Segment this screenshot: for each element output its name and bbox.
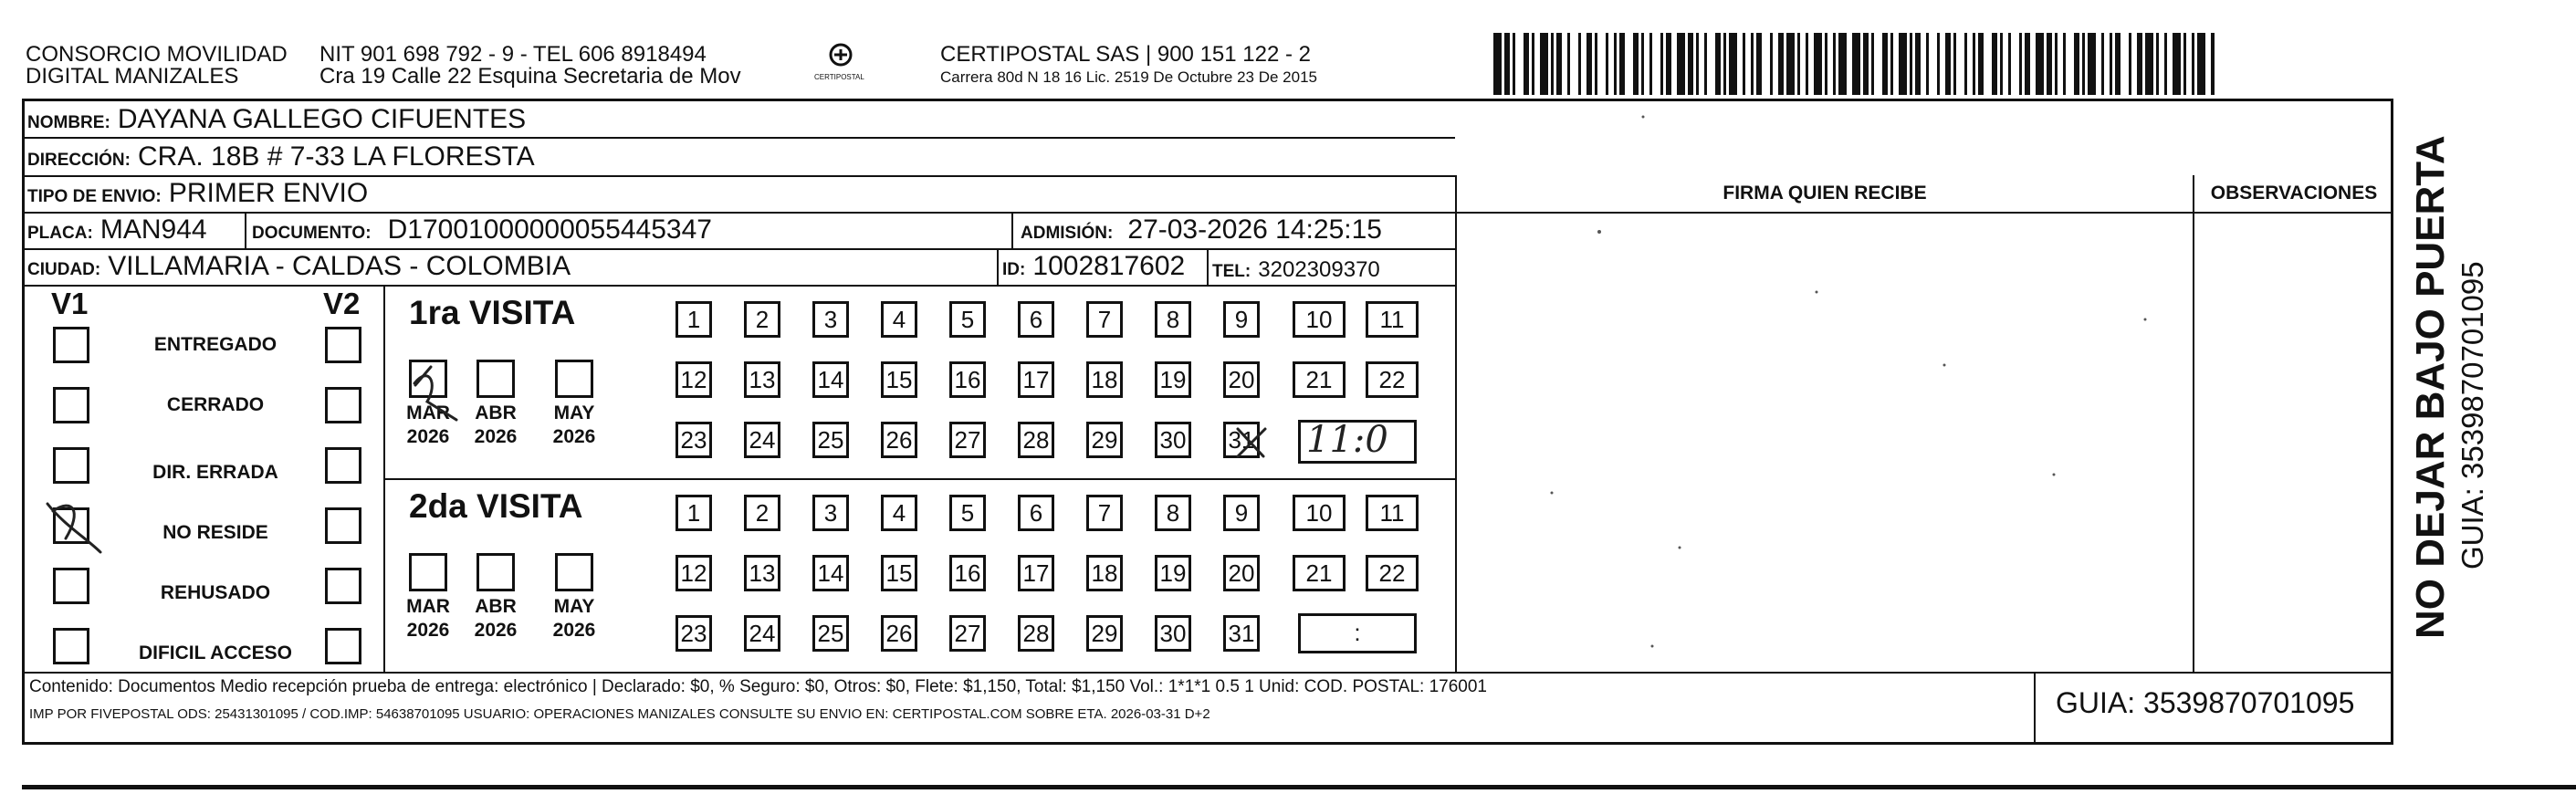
day-box[interactable]: 25	[812, 615, 849, 652]
barcode-bar	[1723, 33, 1726, 95]
tel-field	[1212, 253, 1380, 287]
month-label: ABR	[475, 596, 517, 617]
day-box[interactable]: 11	[1366, 301, 1419, 338]
nombre-label: NOMBRE:	[27, 113, 110, 132]
barcode-bar	[1614, 33, 1617, 95]
nombre-value: DAYANA GALLEGO CIFUENTES	[117, 104, 527, 134]
month-label: MAR	[406, 596, 450, 617]
day-box[interactable]: 18	[1086, 361, 1123, 398]
barcode-bar	[2145, 33, 2153, 95]
barcode-bar	[1696, 33, 1699, 95]
barcode-bar	[2164, 33, 2167, 95]
barcode-bar	[1915, 33, 1921, 95]
documento-field	[252, 214, 712, 249]
v1-checkbox[interactable]	[53, 447, 89, 484]
barcode-bar	[2197, 33, 2205, 95]
day-box[interactable]: 29	[1086, 422, 1123, 458]
barcode-bar	[2101, 33, 2104, 95]
barcode-bar	[1540, 33, 1548, 95]
barcode-bar	[1910, 33, 1912, 95]
month-year: 2026	[474, 426, 518, 447]
barcode-bar	[1586, 33, 1592, 95]
nombre-field	[27, 104, 526, 139]
day-box[interactable]: 3	[812, 301, 849, 338]
barcode-bar	[1578, 33, 1581, 95]
day-box[interactable]: 18	[1086, 555, 1123, 591]
barcode-bar	[2192, 33, 2194, 95]
day-box[interactable]: 27	[949, 615, 986, 652]
barcode-bar	[2088, 33, 2096, 95]
v1-checkbox[interactable]	[53, 387, 89, 423]
barcode-bar	[1797, 33, 1800, 95]
day-box[interactable]: 5	[949, 495, 986, 531]
v2-checkbox[interactable]	[325, 507, 361, 544]
barcode-bar	[1899, 33, 1907, 95]
day-box[interactable]: 24	[744, 422, 780, 458]
day-box[interactable]: 19	[1155, 361, 1191, 398]
firma-header: FIRMA QUIEN RECIBE	[1723, 183, 1927, 204]
v1-checkbox[interactable]	[53, 507, 89, 544]
barcode-bar	[1513, 33, 1515, 95]
certipostal-logo-icon	[809, 40, 873, 91]
documento-value: D17001000000055445347	[387, 214, 712, 245]
day-box[interactable]: 16	[949, 361, 986, 398]
v1-checkbox[interactable]	[53, 327, 89, 363]
barcode-bar	[2036, 33, 2044, 95]
day-box[interactable]: 17	[1018, 361, 1054, 398]
barcode-bar	[1863, 33, 1869, 95]
barcode-bar	[2110, 33, 2112, 95]
barcode-bar	[2000, 33, 2003, 95]
v1-checkbox[interactable]	[53, 568, 89, 604]
month-label: ABR	[475, 402, 517, 423]
barcode-bar	[1964, 33, 1967, 95]
day-box[interactable]: 7	[1086, 301, 1123, 338]
side-guia: GUIA: 3539870701095	[2456, 261, 2489, 569]
day-box[interactable]: 30	[1155, 615, 1191, 652]
month-year: 2026	[552, 426, 596, 447]
day-box[interactable]: 19	[1155, 555, 1191, 591]
barcode-bar	[1729, 33, 1737, 95]
barcode-bar	[1666, 33, 1671, 95]
barcode-bar	[1641, 33, 1644, 95]
day-box[interactable]: 28	[1018, 615, 1054, 652]
barcode-bar	[2211, 33, 2215, 95]
tipo-envio-value: PRIMER ENVIO	[168, 178, 369, 208]
v1-checkbox[interactable]	[53, 628, 89, 664]
day-box[interactable]: 25	[812, 422, 849, 458]
barcode-bar	[1786, 33, 1795, 95]
day-box[interactable]: 14	[812, 555, 849, 591]
v1-header: V1	[51, 287, 89, 320]
day-box[interactable]: 7	[1086, 495, 1123, 531]
v2-checkbox[interactable]	[325, 628, 361, 664]
observaciones-header: OBSERVACIONES	[2210, 183, 2378, 204]
day-box[interactable]: 4	[881, 495, 917, 531]
day-box[interactable]: 23	[675, 615, 712, 652]
side-warning: NO DEJAR BAJO PUERTA	[2408, 135, 2453, 639]
day-box[interactable]: 29	[1086, 615, 1123, 652]
status-label: REHUSADO	[160, 582, 271, 603]
courier-logo	[809, 40, 873, 91]
day-box[interactable]: 1	[675, 301, 712, 338]
tipo-envio-field	[27, 178, 368, 213]
courier-name: CERTIPOSTAL SAS | 900 151 122 - 2	[940, 42, 1311, 67]
barcode-bar	[2047, 33, 2052, 95]
direccion-value: CRA. 18B # 7-33 LA FLORESTA	[138, 141, 535, 172]
barcode-bar	[1992, 33, 1997, 95]
barcode	[1493, 33, 2215, 95]
admision-label: ADMISIÓN:	[1021, 224, 1114, 243]
month-year: 2026	[406, 620, 450, 641]
admision-value: 27-03-2026 14:25:15	[1127, 214, 1382, 245]
day-box[interactable]: 6	[1018, 301, 1054, 338]
barcode-bar	[1633, 33, 1639, 95]
barcode-bar	[1778, 33, 1784, 95]
status-label: CERRADO	[166, 394, 265, 415]
footer-contents: Contenido: Documentos Medio recepción prueba de entrega: electrónico | Declarado: $0, % Seguro: $0, Otros: $0, Flete: $1,150, Total: $1,150 Vol.: 1*1*1 0.5 1 Unid: COD. POSTAL: 176001	[29, 677, 1487, 696]
month-year: 2026	[474, 620, 518, 641]
barcode-bar	[2008, 33, 2011, 95]
barcode-bar	[2082, 33, 2085, 95]
v2-checkbox[interactable]	[325, 387, 361, 423]
barcode-bar	[1838, 33, 1847, 95]
barcode-bar	[2063, 33, 2066, 95]
v2-checkbox[interactable]	[325, 447, 361, 484]
v2-checkbox[interactable]	[325, 568, 361, 604]
status-label: NO RESIDE	[162, 522, 268, 543]
barcode-bar	[2115, 33, 2120, 95]
barcode-bar	[1770, 33, 1773, 95]
barcode-bar	[1715, 33, 1721, 95]
day-box[interactable]: 5	[949, 301, 986, 338]
barcode-bar	[1619, 33, 1625, 95]
barcode-bar	[1978, 33, 1984, 95]
day-box[interactable]: 8	[1155, 495, 1191, 531]
status-label: ENTREGADO	[153, 334, 277, 355]
barcode-bar	[1649, 33, 1652, 95]
barcode-bar	[1751, 33, 1754, 95]
day-box[interactable]: 14	[812, 361, 849, 398]
day-box[interactable]: 2	[744, 495, 780, 531]
barcode-bar	[1532, 33, 1534, 95]
barcode-bar	[1833, 33, 1836, 95]
visit1-time-box	[1298, 420, 1417, 464]
barcode-bar	[1524, 33, 1529, 95]
admision-field	[1021, 214, 1382, 249]
day-box[interactable]: 26	[881, 422, 917, 458]
company-name-line2: DIGITAL MANIZALES	[26, 64, 239, 89]
month-year: 2026	[552, 620, 596, 641]
month-checkbox[interactable]	[476, 553, 515, 591]
month-label: MAR	[406, 402, 450, 423]
company-address: Cra 19 Calle 22 Esquina Secretaria de Mov	[319, 64, 741, 89]
barcode-bar	[1551, 33, 1554, 95]
day-box[interactable]: 10	[1293, 495, 1346, 531]
status-label: DIFICIL ACCESO	[138, 643, 292, 663]
company-name-line1: CONSORCIO MOVILIDAD	[26, 42, 288, 67]
direccion-label: DIRECCIÓN:	[27, 151, 131, 170]
day-box[interactable]: 8	[1155, 301, 1191, 338]
visit2-title: 2da VISITA	[409, 487, 583, 525]
day-box[interactable]: 11	[1366, 495, 1419, 531]
v2-header: V2	[323, 287, 361, 320]
tel-value: 3202309370	[1258, 257, 1380, 282]
courier-license: Carrera 80d N 18 16 Lic. 2519 De Octubre 23 De 2015	[940, 68, 1317, 86]
courier-logo-text: CERTIPOSTAL	[814, 73, 864, 81]
day-box[interactable]: 1	[675, 495, 712, 531]
day-box[interactable]: 3	[812, 495, 849, 531]
day-box[interactable]: 27	[949, 422, 986, 458]
barcode-bar	[1945, 33, 1951, 95]
visit2-time-box	[1298, 613, 1417, 653]
barcode-bar	[1953, 33, 1956, 95]
day-box[interactable]: 16	[949, 555, 986, 591]
barcode-bar	[1973, 33, 1975, 95]
day-box[interactable]: 15	[881, 361, 917, 398]
day-box[interactable]: 22	[1366, 361, 1419, 398]
day-box[interactable]: 28	[1018, 422, 1054, 458]
day-box[interactable]: 20	[1223, 361, 1260, 398]
barcode-bar	[1660, 33, 1663, 95]
direccion-field	[27, 141, 535, 176]
barcode-bar	[2074, 33, 2079, 95]
barcode-bar	[1606, 33, 1608, 95]
month-checkbox[interactable]	[555, 360, 593, 398]
barcode-bar	[1743, 33, 1745, 95]
footer-guia: GUIA: 3539870701095	[2056, 686, 2355, 719]
day-box[interactable]: 30	[1155, 422, 1191, 458]
barcode-bar	[2055, 33, 2058, 95]
month-label: MAY	[553, 402, 595, 423]
barcode-bar	[1937, 33, 1940, 95]
ciudad-field	[27, 251, 571, 286]
barcode-bar	[1567, 33, 1570, 95]
day-box[interactable]: 23	[675, 422, 712, 458]
id-label: ID:	[1002, 260, 1026, 279]
barcode-bar	[1493, 33, 1502, 95]
month-checkbox[interactable]	[555, 553, 593, 591]
v2-checkbox[interactable]	[325, 327, 361, 363]
day-box[interactable]: 9	[1223, 495, 1260, 531]
company-nit-tel: NIT 901 698 792 - 9 - TEL 606 8918494	[319, 42, 707, 67]
barcode-bar	[1926, 33, 1929, 95]
tel-label: TEL:	[1212, 262, 1251, 281]
barcode-bar	[1814, 33, 1822, 95]
month-year: 2026	[406, 426, 450, 447]
placa-value: MAN944	[99, 214, 207, 245]
day-box[interactable]: 24	[744, 615, 780, 652]
day-box[interactable]: 12	[675, 555, 712, 591]
day-box[interactable]: 17	[1018, 555, 1054, 591]
barcode-bar	[2019, 33, 2022, 95]
day-box[interactable]: 21	[1293, 361, 1346, 398]
barcode-bar	[1825, 33, 1827, 95]
day-box[interactable]: 10	[1293, 301, 1346, 338]
day-box[interactable]: 21	[1293, 555, 1346, 591]
barcode-bar	[2137, 33, 2142, 95]
visit2-time-placeholder: :	[1354, 619, 1361, 646]
placa-label: PLACA:	[27, 224, 93, 243]
ciudad-value: VILLAMARIA - CALDAS - COLOMBIA	[108, 251, 571, 281]
barcode-bar	[2173, 33, 2181, 95]
day-box[interactable]: 22	[1366, 555, 1419, 591]
barcode-bar	[2183, 33, 2186, 95]
month-checkbox[interactable]	[409, 360, 447, 398]
barcode-bar	[1890, 33, 1893, 95]
tipo-envio-label: TIPO DE ENVIO:	[27, 187, 162, 206]
barcode-bar	[2156, 33, 2159, 95]
day-box[interactable]: 4	[881, 301, 917, 338]
barcode-bar	[1704, 33, 1707, 95]
status-label: DIR. ERRADA	[152, 462, 278, 483]
day-box[interactable]: 26	[881, 615, 917, 652]
day-box[interactable]: 15	[881, 555, 917, 591]
month-checkbox[interactable]	[476, 360, 515, 398]
id-value: 1002817602	[1032, 251, 1186, 281]
day-box[interactable]: 6	[1018, 495, 1054, 531]
barcode-bar	[1806, 33, 1808, 95]
day-box[interactable]: 9	[1223, 301, 1260, 338]
month-checkbox[interactable]	[409, 553, 447, 591]
month-label: MAY	[553, 596, 595, 617]
barcode-bar	[2129, 33, 2131, 95]
day-box[interactable]: 31	[1223, 615, 1260, 652]
barcode-bar	[1556, 33, 1562, 95]
barcode-bar	[1688, 33, 1693, 95]
footer-print-info: IMP POR FIVEPOSTAL ODS: 25431301095 / COD.IMP: 54638701095 USUARIO: OPERACIONES MANIZALES CONSULTE SU ENVIO EN: CERTIPOSTAL.COM SOBRE ETA. 2026-03-31 D+2	[29, 706, 1210, 722]
id-field	[1002, 251, 1185, 286]
day-box[interactable]: 12	[675, 361, 712, 398]
barcode-bar	[1677, 33, 1685, 95]
day-box[interactable]: 31	[1223, 422, 1260, 458]
visit1-time-value: 11:0	[1306, 419, 1388, 461]
barcode-bar	[1852, 33, 1860, 95]
barcode-bar	[1504, 33, 1510, 95]
visit1-title: 1ra VISITA	[409, 294, 576, 331]
day-box[interactable]: 20	[1223, 555, 1260, 591]
barcode-bar	[1756, 33, 1762, 95]
placa-field	[27, 214, 207, 249]
day-box[interactable]: 13	[744, 555, 780, 591]
barcode-bar	[1871, 33, 1874, 95]
day-box[interactable]: 13	[744, 361, 780, 398]
barcode-bar	[1882, 33, 1888, 95]
day-box[interactable]: 2	[744, 301, 780, 338]
barcode-bar	[2025, 33, 2030, 95]
barcode-bar	[1595, 33, 1597, 95]
ciudad-label: CIUDAD:	[27, 260, 101, 279]
documento-label: DOCUMENTO:	[252, 224, 372, 243]
